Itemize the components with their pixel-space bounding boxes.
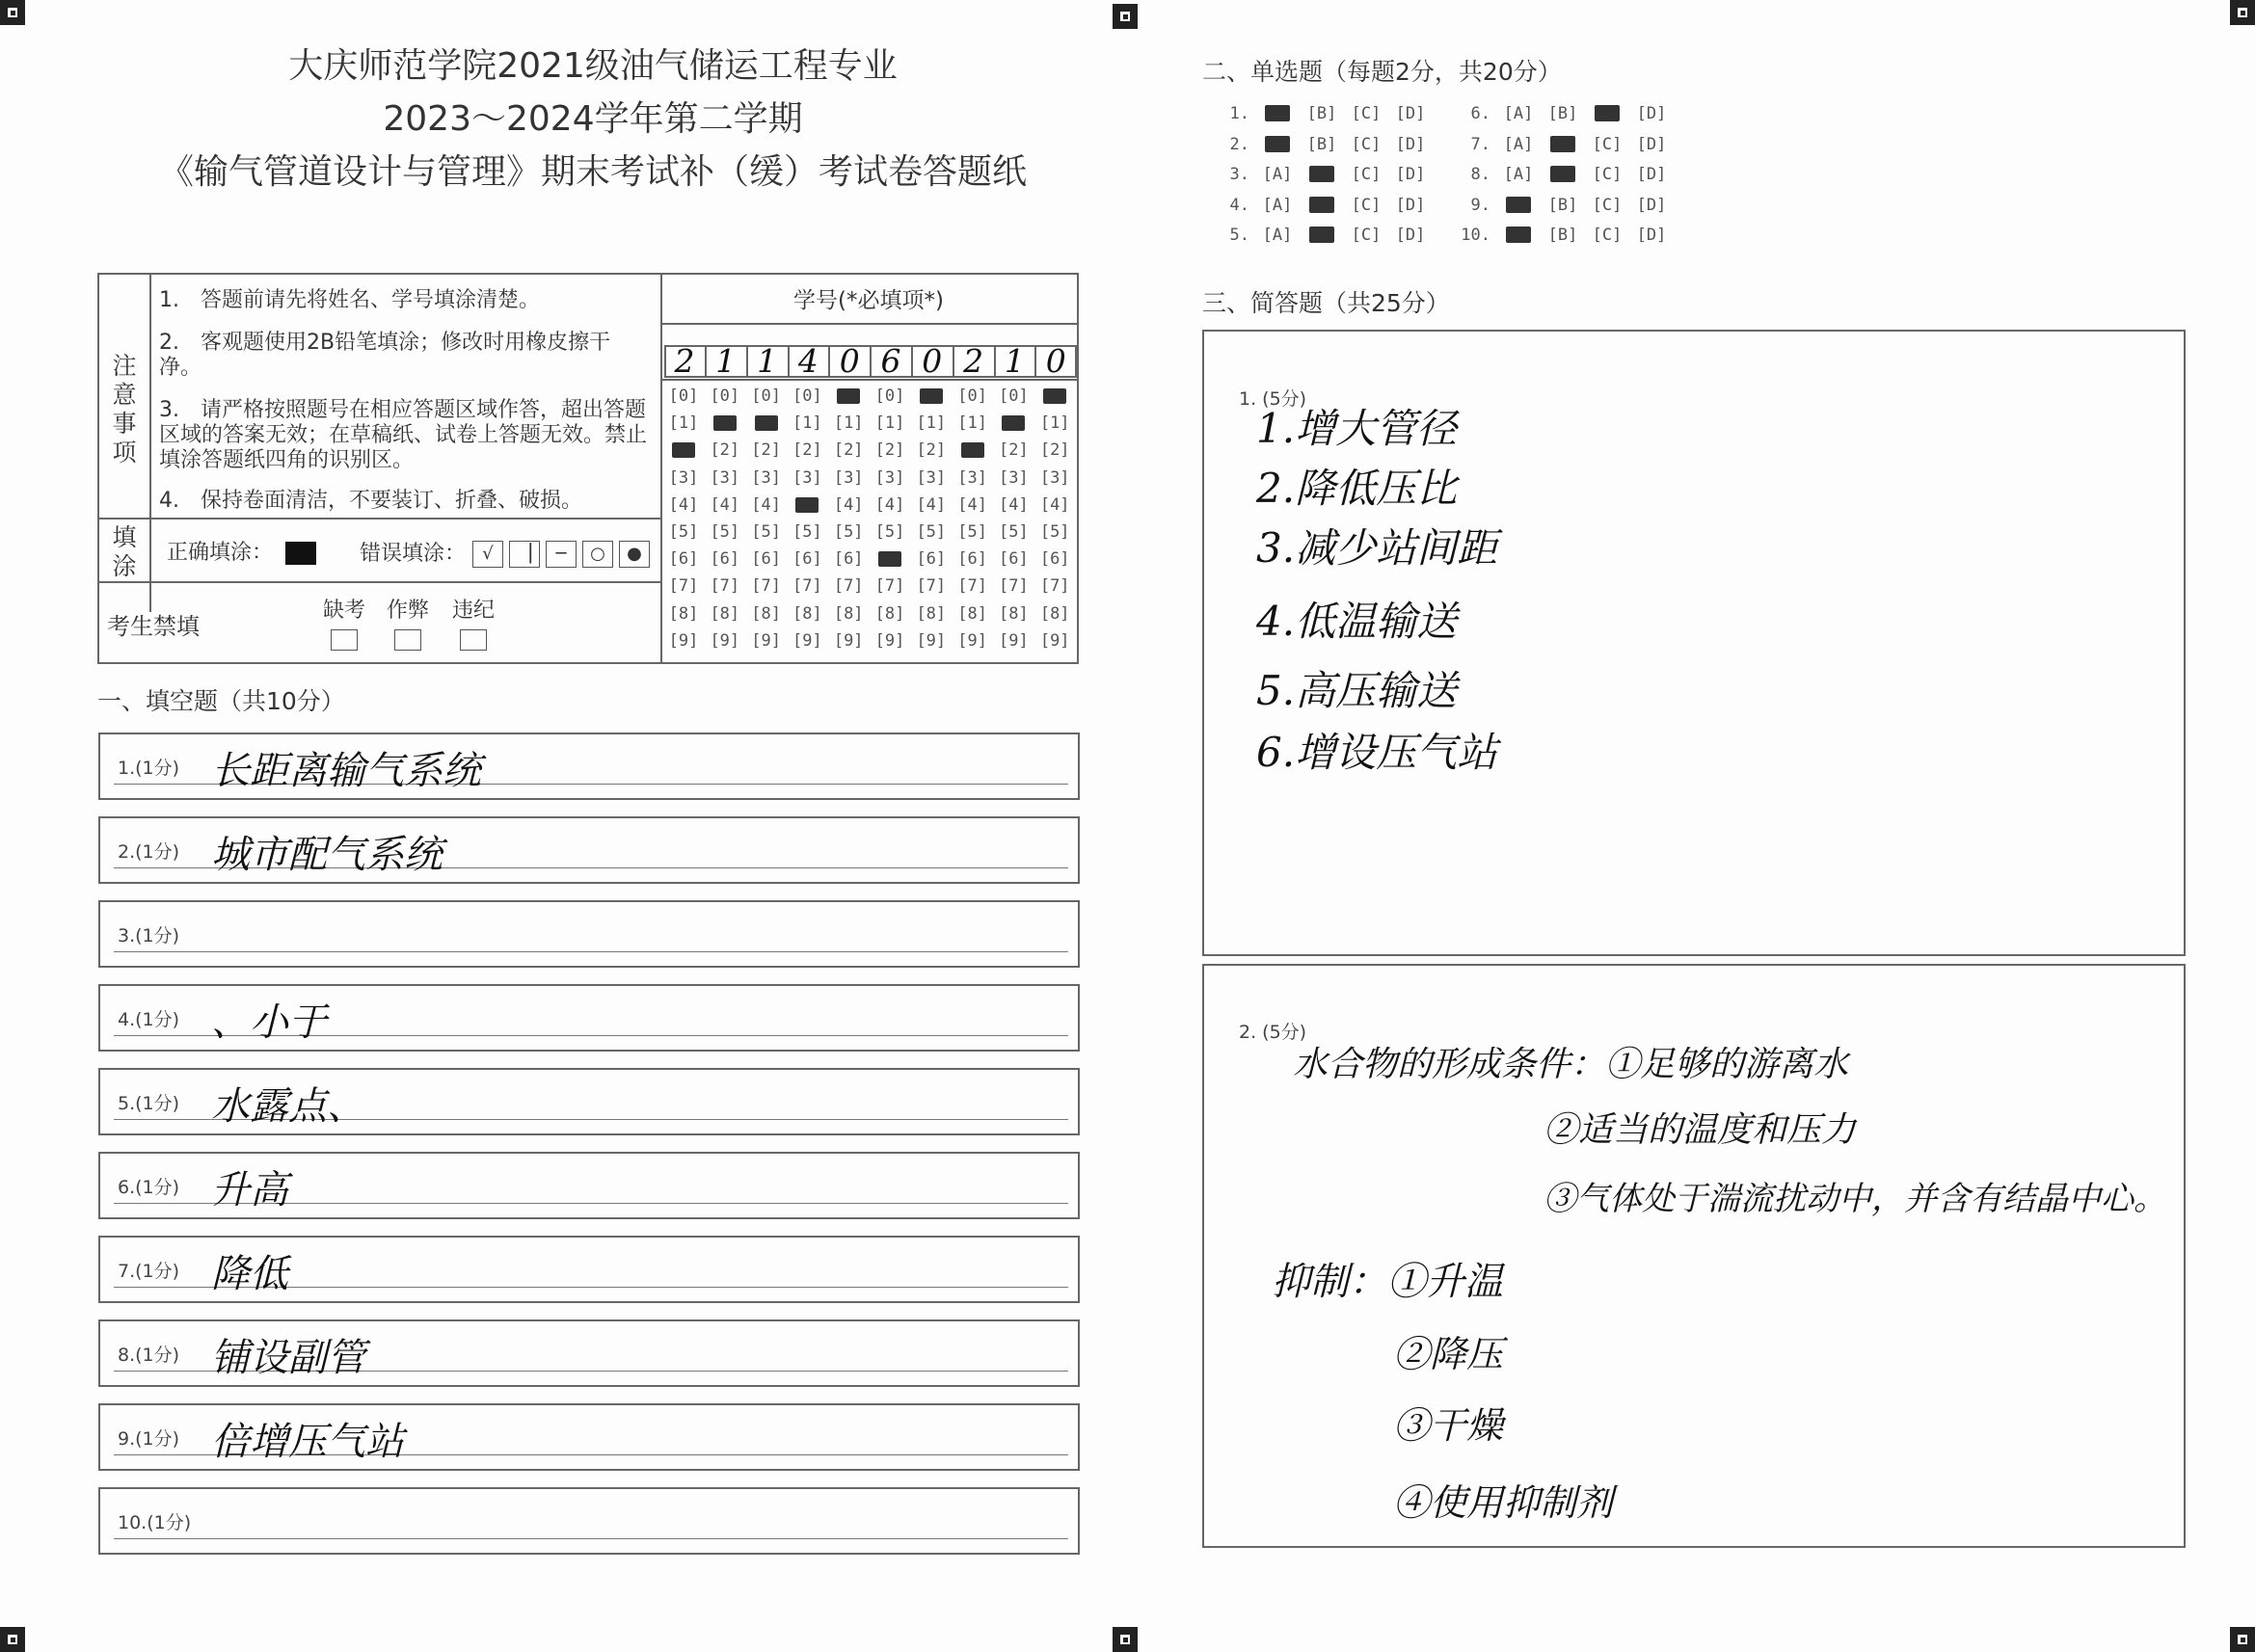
student-id-bubble[interactable]: [6] (999, 549, 1029, 570)
handwritten-answer: 倍增压气站 (211, 1420, 404, 1464)
student-id-bubbles[interactable] (664, 383, 1079, 662)
mc-option[interactable]: [A] (1503, 165, 1534, 184)
student-id-bubble[interactable]: [2] (1039, 440, 1070, 461)
student-id-bubble[interactable]: [3] (792, 467, 822, 488)
student-id-bubble[interactable] (831, 386, 866, 406)
student-id-bubble[interactable]: [9] (999, 630, 1029, 651)
mc-option[interactable]: [B] (1306, 134, 1337, 154)
fill-blank-answer-box[interactable] (98, 1487, 1080, 1555)
q2-line: ③气体处于湍流扰动中，并含有结晶中心。 (1544, 1180, 2166, 1218)
student-id-bubble[interactable] (996, 413, 1031, 433)
student-id-digit: 1 (706, 345, 748, 378)
mc-number: 3. (1229, 165, 1249, 184)
wrong-fill-sample: ▕ (509, 541, 540, 568)
mc-option[interactable] (1300, 226, 1344, 245)
student-id-digit: 2 (953, 345, 996, 378)
mc-option[interactable] (1300, 196, 1344, 215)
student-id-bubble[interactable]: [0] (999, 386, 1029, 406)
handwritten-answer: 长距离输气系统 (211, 749, 481, 793)
student-id-bubble[interactable]: [7] (710, 576, 740, 597)
mc-question (1217, 196, 1433, 215)
note-item: 2. 客观题使用2B铅笔填涂；修改时用橡皮擦干净。 (159, 331, 611, 380)
student-id-bubble[interactable]: [7] (999, 576, 1029, 597)
section3-title: 三、简答题（共25分） (1202, 289, 1450, 317)
mc-option[interactable]: [A] (1262, 195, 1293, 215)
student-id-bubble[interactable]: [4] (710, 494, 740, 515)
answer-underline (114, 951, 1068, 953)
student-id-digits (664, 275, 1079, 381)
student-id-bubble[interactable]: [9] (792, 630, 822, 651)
student-id-bubble[interactable]: [0] (751, 386, 781, 406)
question-label: 8.(1分) (118, 1345, 180, 1366)
student-id-bubble[interactable]: [3] (1039, 467, 1070, 488)
student-id-bubble[interactable]: [8] (751, 603, 781, 624)
mc-option[interactable]: [A] (1503, 104, 1534, 123)
mc-option[interactable]: [D] (1636, 134, 1667, 154)
student-id-bubble[interactable]: [4] (957, 494, 987, 515)
student-id-bubble[interactable]: [9] (874, 630, 905, 651)
handwritten-answer: 升高 (211, 1168, 288, 1212)
mc-option[interactable]: [D] (1636, 104, 1667, 123)
q1-line: 2.降低压比 (1256, 465, 1458, 512)
student-id-bubble[interactable]: [0] (710, 386, 740, 406)
mc-option[interactable]: [C] (1351, 104, 1382, 123)
fill-blank-answer-box[interactable] (98, 1319, 1080, 1387)
question-label: 10.(1分) (118, 1512, 192, 1533)
student-id-bubble[interactable]: [2] (833, 440, 864, 461)
fill-blank-answer-box[interactable] (98, 1068, 1080, 1135)
mc-option[interactable]: [D] (1636, 226, 1667, 245)
student-id-bubble[interactable]: [2] (751, 440, 781, 461)
correct-fill-sample (285, 542, 316, 565)
corner-marker (2230, 1627, 2255, 1652)
student-id-bubble[interactable]: [7] (792, 576, 822, 597)
student-id-bubble[interactable]: [8] (1039, 603, 1070, 624)
student-id-bubble[interactable]: [4] (874, 494, 905, 515)
student-id-digit: 0 (912, 345, 954, 378)
student-id-bubble[interactable]: [6] (710, 549, 740, 570)
student-id-bubble[interactable]: [7] (833, 576, 864, 597)
prohibited-label: 考生禁填 (107, 613, 200, 640)
q1-answer-box[interactable] (1202, 330, 2186, 956)
mc-option[interactable]: [C] (1351, 134, 1382, 154)
mc-option[interactable]: [B] (1306, 104, 1337, 123)
student-id-bubble[interactable]: [6] (751, 549, 781, 570)
student-id-bubble[interactable]: [8] (916, 603, 947, 624)
q2-line: ③干燥 (1393, 1404, 1504, 1447)
student-id-bubble[interactable]: [8] (792, 603, 822, 624)
mc-option[interactable] (1255, 135, 1300, 154)
student-id-bubble[interactable]: [0] (874, 386, 905, 406)
handwritten-answer: 城市配气系统 (211, 833, 443, 877)
q1-label: 1. (5分) (1239, 388, 1307, 410)
mc-option[interactable]: [B] (1547, 226, 1578, 245)
student-id-bubble[interactable]: [7] (751, 576, 781, 597)
student-id-bubble[interactable]: [2] (874, 440, 905, 461)
student-id-bubble[interactable]: [6] (833, 549, 864, 570)
q2-answer-box[interactable] (1202, 964, 2186, 1548)
student-id-bubble[interactable]: [5] (916, 522, 947, 542)
student-id-bubble[interactable]: [9] (916, 630, 947, 651)
mc-option[interactable]: [A] (1503, 134, 1534, 154)
mc-question (1458, 104, 1674, 123)
student-id-bubble[interactable]: [5] (668, 522, 699, 542)
student-id-bubble[interactable]: [9] (957, 630, 987, 651)
question-label: 2.(1分) (118, 841, 180, 863)
mc-question (1458, 165, 1674, 184)
checkbox-absent[interactable] (331, 629, 358, 651)
student-id-bubble[interactable] (914, 386, 949, 406)
mc-number: 8. (1470, 165, 1490, 184)
corner-marker (0, 0, 25, 25)
wrong-fill-sample: ─ (546, 541, 577, 568)
q1-line: 6.增设压气站 (1256, 729, 1498, 776)
question-label: 1.(1分) (118, 758, 180, 779)
mc-option[interactable]: [D] (1395, 195, 1426, 215)
student-id-digit: 0 (1045, 342, 1066, 380)
question-label: 4.(1分) (118, 1009, 180, 1030)
info-table (97, 273, 1079, 664)
student-id-bubble[interactable]: [5] (999, 522, 1029, 542)
student-id-bubble[interactable]: [3] (710, 467, 740, 488)
mc-option[interactable] (1541, 165, 1585, 184)
mc-option[interactable] (1585, 104, 1629, 123)
mc-option[interactable]: [A] (1262, 226, 1293, 245)
corner-marker (1113, 1627, 1138, 1652)
mc-option[interactable]: [B] (1547, 104, 1578, 123)
student-id-bubble[interactable]: [8] (833, 603, 864, 624)
fill-blank-answer-box[interactable] (98, 900, 1080, 968)
wrong-fill-sample: √ (472, 541, 503, 568)
handwritten-answer: 、小于 (211, 1000, 327, 1045)
student-id-bubble[interactable]: [6] (916, 549, 947, 570)
fill-blank-answer-box[interactable] (98, 1236, 1080, 1303)
mc-option[interactable] (1541, 135, 1585, 154)
section1-title: 一、填空题（共10分） (97, 687, 345, 715)
student-id-bubble[interactable]: [7] (874, 576, 905, 597)
q2-line: ④使用抑制剂 (1393, 1481, 1614, 1524)
handwritten-answer: 水露点、 (211, 1084, 365, 1129)
mc-option[interactable]: [D] (1395, 165, 1426, 184)
student-id-bubble[interactable]: [8] (999, 603, 1029, 624)
student-id-bubble[interactable]: [7] (668, 576, 699, 597)
mc-number: 10. (1461, 226, 1490, 245)
student-id-bubble[interactable]: [1] (792, 413, 822, 434)
student-id-bubble[interactable]: [6] (668, 549, 699, 570)
student-id-bubble[interactable]: [0] (792, 386, 822, 406)
mc-question (1217, 104, 1433, 123)
fill-blank-answer-box[interactable] (98, 816, 1080, 884)
q1-line: 3.减少站间距 (1256, 524, 1498, 572)
note-item: 3. 请严格按照题号在相应答题区域作答，超出答题区域的答案无效；在草稿纸、试卷上答题无效。禁止填涂答题纸四角的识别区。 (159, 398, 648, 472)
student-id-bubble[interactable]: [3] (957, 467, 987, 488)
corner-marker (0, 1627, 25, 1652)
question-label: 3.(1分) (118, 925, 180, 946)
student-id-bubble[interactable]: [7] (1039, 576, 1070, 597)
student-id-bubble[interactable] (749, 413, 784, 433)
student-id-bubble[interactable]: [2] (710, 440, 740, 461)
student-id-bubble[interactable]: [5] (751, 522, 781, 542)
mc-number: 9. (1470, 195, 1490, 215)
student-id-bubble[interactable]: [5] (710, 522, 740, 542)
student-id-bubble[interactable]: [1] (668, 413, 699, 434)
mc-option[interactable]: [C] (1592, 195, 1623, 215)
student-id-bubble[interactable] (790, 495, 824, 515)
student-id-bubble[interactable]: [4] (916, 494, 947, 515)
wrong-fill-sample: ○ (582, 541, 613, 568)
corner-marker (2230, 0, 2255, 25)
q1-line: 5.高压输送 (1256, 667, 1458, 714)
question-label: 6.(1分) (118, 1177, 180, 1198)
fill-blank-answer-box[interactable] (98, 1403, 1080, 1471)
mc-question (1458, 135, 1674, 154)
mc-question (1458, 226, 1674, 245)
student-id-bubble[interactable]: [9] (1039, 630, 1070, 651)
student-id-digit: 2 (664, 345, 707, 378)
student-id-bubble[interactable]: [0] (957, 386, 987, 406)
corner-marker (1113, 4, 1138, 29)
prohibited-absent: 缺考 (319, 599, 369, 657)
student-id-title: 学号(*必填项*) (793, 288, 944, 313)
student-id-bubble[interactable]: [1] (833, 413, 864, 434)
mc-option[interactable] (1255, 104, 1300, 123)
prohibited-cheat: 作弊 (383, 599, 433, 657)
student-id-bubble[interactable]: [4] (668, 494, 699, 515)
mc-question (1217, 165, 1433, 184)
student-id-bubble[interactable] (872, 549, 907, 569)
mc-option[interactable]: [C] (1592, 134, 1623, 154)
mc-number: 6. (1470, 104, 1490, 123)
student-id-bubble[interactable]: [5] (1039, 522, 1070, 542)
student-id-bubble[interactable]: [4] (999, 494, 1029, 515)
question-label: 5.(1分) (118, 1093, 180, 1114)
student-id-bubble[interactable]: [8] (668, 603, 699, 624)
student-id-bubble[interactable]: [5] (957, 522, 987, 542)
mc-option[interactable]: [C] (1351, 165, 1382, 184)
student-id-bubble[interactable]: [4] (833, 494, 864, 515)
mc-question (1458, 196, 1674, 215)
checkbox-violation[interactable] (460, 629, 487, 651)
student-id-bubble[interactable] (955, 440, 990, 460)
mc-number: 2. (1229, 134, 1249, 154)
mc-number: 4. (1229, 195, 1249, 215)
mc-option[interactable]: [C] (1592, 165, 1623, 184)
handwritten-answer: 降低 (211, 1252, 288, 1296)
student-id-bubble[interactable] (708, 413, 742, 433)
mc-option[interactable]: [D] (1395, 104, 1426, 123)
mc-option[interactable]: [D] (1636, 195, 1667, 215)
mc-option[interactable]: [C] (1351, 226, 1382, 245)
student-id-bubble[interactable]: [6] (1039, 549, 1070, 570)
correct-fill-label: 正确填涂： (167, 541, 316, 566)
mc-option[interactable]: [C] (1351, 195, 1382, 215)
student-id-bubble[interactable] (666, 440, 701, 460)
mc-option[interactable]: [D] (1395, 226, 1426, 245)
q1-line: 1.增大管径 (1256, 405, 1458, 452)
student-id-bubble[interactable]: [5] (833, 522, 864, 542)
section2-title: 二、单选题（每题2分，共20分） (1202, 58, 1562, 86)
student-id-bubble[interactable]: [2] (999, 440, 1029, 461)
header-line1: 大庆师范学院2021级油气储运工程专业 (288, 46, 898, 86)
handwritten-answer: 铺设副管 (211, 1336, 365, 1380)
student-id-bubble[interactable]: [2] (792, 440, 822, 461)
q2-label: 2. (5分) (1239, 1022, 1307, 1043)
student-id-bubble[interactable]: [3] (833, 467, 864, 488)
q2-line: 水合物的形成条件：①足够的游离水 (1293, 1045, 1849, 1084)
student-id-bubble[interactable]: [0] (668, 386, 699, 406)
student-id-bubble[interactable]: [1] (1039, 413, 1070, 434)
note-item: 1. 答题前请先将姓名、学号填涂清楚。 (159, 288, 540, 312)
mc-option[interactable]: [D] (1395, 134, 1426, 154)
student-id-bubble[interactable]: [9] (668, 630, 699, 651)
notes-label: 注意事项 (112, 352, 137, 466)
student-id-bubble[interactable]: [5] (792, 522, 822, 542)
mc-number: 5. (1229, 226, 1249, 245)
student-id-bubble[interactable]: [9] (710, 630, 740, 651)
student-id-bubble[interactable]: [1] (916, 413, 947, 434)
student-id-bubble[interactable]: [8] (957, 603, 987, 624)
mc-question (1217, 226, 1433, 245)
student-id-bubble[interactable]: [3] (668, 467, 699, 488)
student-id-bubble[interactable]: [5] (874, 522, 905, 542)
student-id-digit: 4 (788, 345, 830, 378)
question-label: 7.(1分) (118, 1261, 180, 1282)
student-id-bubble[interactable]: [8] (710, 603, 740, 624)
student-id-bubble[interactable]: [4] (751, 494, 781, 515)
q2-line: ②降压 (1393, 1333, 1504, 1375)
wrong-fill-label: 错误填涂： √ ▕ ─ ○ ● (360, 541, 656, 568)
fill-blank-answer-box[interactable] (98, 733, 1080, 800)
student-id-bubble[interactable]: [7] (957, 576, 987, 597)
note-item: 4. 保持卷面清洁，不要装订、折叠、破损。 (159, 489, 582, 513)
student-id-bubble[interactable]: [3] (916, 467, 947, 488)
student-id-bubble[interactable] (1037, 386, 1072, 406)
student-id-bubble[interactable]: [9] (751, 630, 781, 651)
student-id-bubble[interactable]: [1] (957, 413, 987, 434)
mc-option[interactable] (1496, 226, 1541, 245)
q1-line: 4.低温输送 (1256, 598, 1458, 645)
fill-blank-answer-box[interactable] (98, 1152, 1080, 1219)
student-id-bubble[interactable]: [2] (916, 440, 947, 461)
mc-option[interactable]: [C] (1592, 226, 1623, 245)
student-id-bubble[interactable]: [3] (751, 467, 781, 488)
student-id-bubble[interactable]: [9] (833, 630, 864, 651)
q2-line: ②适当的温度和压力 (1544, 1110, 1857, 1150)
student-id-bubble[interactable]: [3] (999, 467, 1029, 488)
fill-blank-answer-box[interactable] (98, 984, 1080, 1052)
student-id-bubble[interactable]: [3] (874, 467, 905, 488)
student-id-bubble[interactable]: [8] (874, 603, 905, 624)
mc-number: 7. (1470, 134, 1490, 154)
header-line3: 《输气管道设计与管理》期末考试补（缓）考试卷答题纸 (158, 152, 1027, 192)
mc-option[interactable] (1300, 165, 1344, 184)
fill-label: 填涂 (112, 523, 137, 580)
student-id-digit: 1 (747, 345, 790, 378)
student-id-bubble[interactable]: [1] (874, 413, 905, 434)
mc-number: 1. (1229, 104, 1249, 123)
student-id-digit: 0 (829, 345, 872, 378)
student-id-digit: 6 (871, 345, 913, 378)
student-id-bubble[interactable]: [6] (957, 549, 987, 570)
checkbox-cheat[interactable] (394, 629, 421, 651)
mc-option[interactable] (1496, 196, 1541, 215)
answer-underline (114, 1538, 1068, 1540)
student-id-bubble[interactable]: [6] (792, 549, 822, 570)
mc-option[interactable]: [A] (1262, 165, 1293, 184)
student-id-bubble[interactable]: [4] (1039, 494, 1070, 515)
prohibited-violation: 违纪 (448, 599, 498, 657)
mc-option[interactable]: [D] (1636, 165, 1667, 184)
student-id-digit: 1 (994, 345, 1036, 378)
mc-question (1217, 135, 1433, 154)
q2-line: 抑制：①升温 (1272, 1260, 1503, 1304)
student-id-bubble[interactable]: [7] (916, 576, 947, 597)
header-line2: 2023～2024学年第二学期 (383, 99, 803, 139)
wrong-fill-sample: ● (619, 541, 650, 568)
mc-option[interactable]: [B] (1547, 195, 1578, 215)
question-label: 9.(1分) (118, 1428, 180, 1450)
